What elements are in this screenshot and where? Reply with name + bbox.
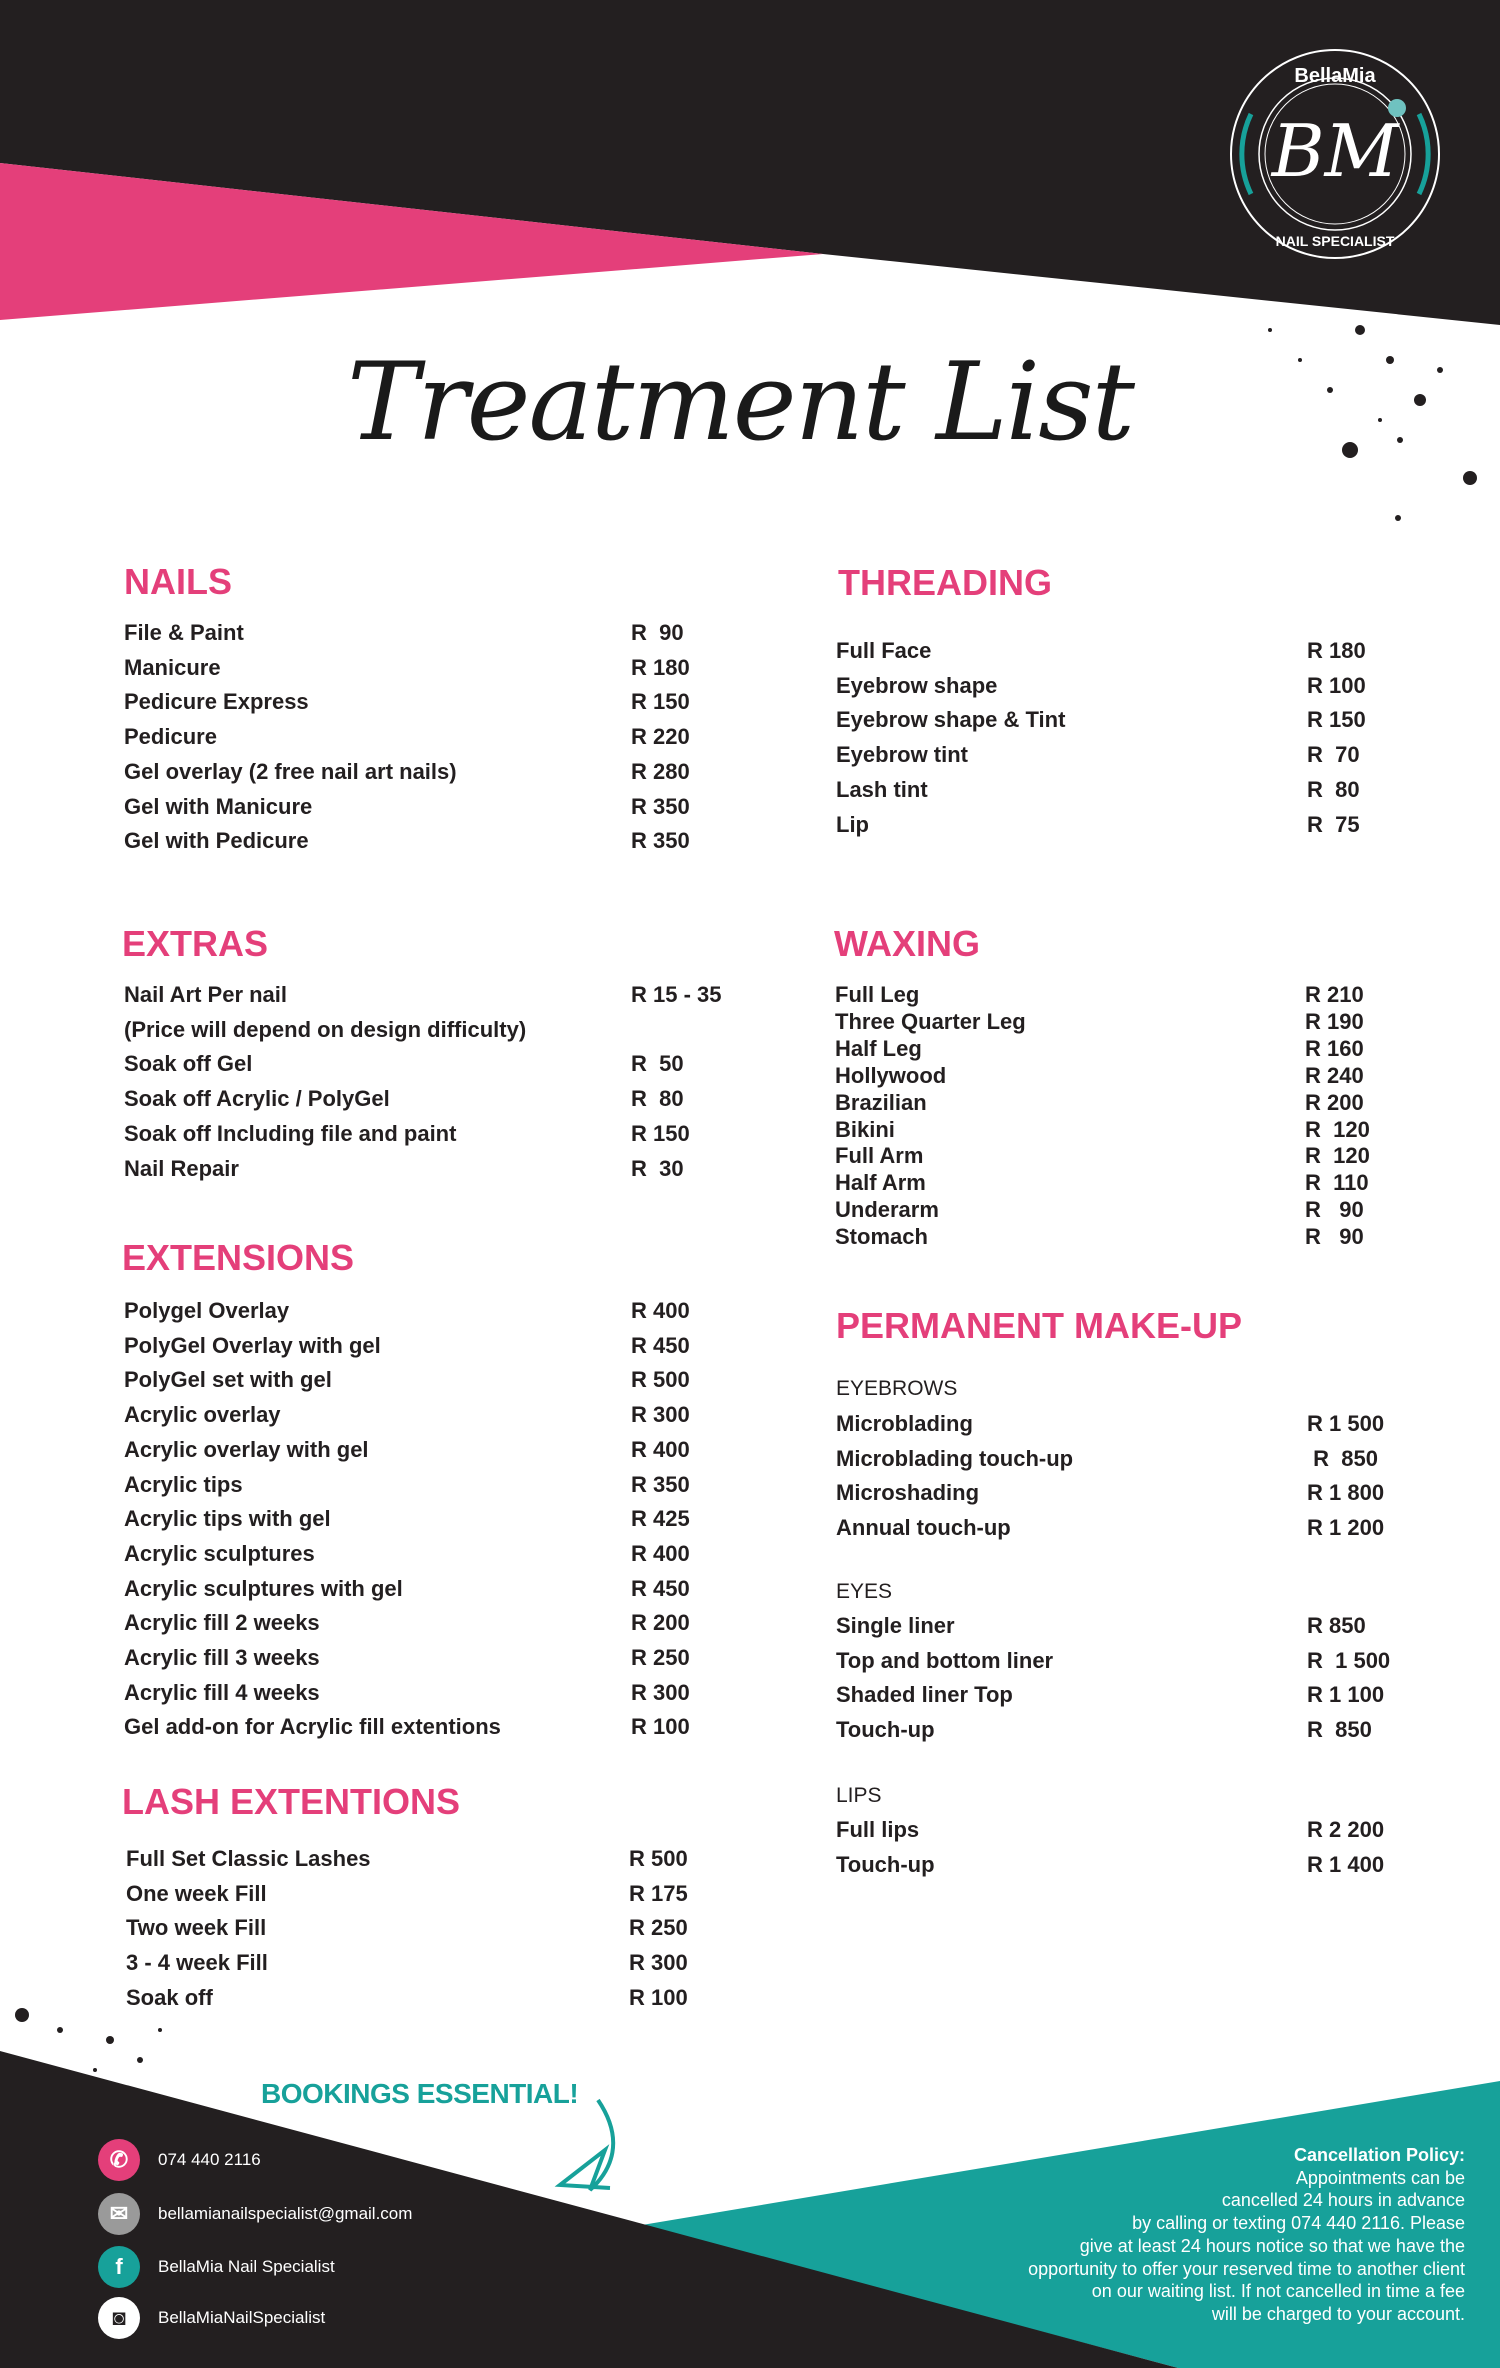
menu-item-name: Brazilian (835, 1089, 927, 1115)
menu-item-name: PolyGel set with gel (124, 1367, 332, 1393)
menu-item-price: R 280 (631, 758, 690, 784)
menu-item-price: R 400 (631, 1436, 690, 1462)
menu-item-price: R 90 (1305, 1224, 1364, 1250)
menu-item-price: R 850 (1307, 1717, 1372, 1743)
menu-item-price: R 150 (631, 689, 690, 715)
menu-item-price: R 1 100 (1307, 1682, 1385, 1708)
menu-item-name: Top and bottom liner (836, 1647, 1054, 1673)
menu-item-price: R 210 (1305, 982, 1364, 1007)
menu-item-price: R 240 (1305, 1062, 1364, 1088)
menu-item-name: Microblading (836, 1411, 973, 1436)
menu-item-price: R 75 (1307, 811, 1360, 837)
policy-line: give at least 24 hours notice so that we have the (1079, 2235, 1465, 2256)
section-heading-lash: LASH EXTENTIONS (122, 1781, 461, 1822)
menu-item-price: R 30 (631, 1155, 684, 1181)
menu-item-price: R 250 (631, 1645, 690, 1670)
menu-item-name: Acrylic overlay (124, 1402, 281, 1428)
contact-phone[interactable] (98, 2139, 261, 2181)
menu-item-name: Acrylic overlay with gel (124, 1436, 369, 1462)
menu-item-name: Nail Art Per nail (124, 982, 288, 1007)
menu-item-price: R 350 (631, 793, 690, 819)
logo-monogram: BM (1271, 109, 1399, 193)
menu-item-name: Gel add-on for Acrylic fill extentions (124, 1714, 501, 1740)
logo-tagline: NAIL SPECIALIST (1275, 233, 1395, 249)
menu-item-price: R 220 (631, 724, 690, 750)
menu-item-price: R 200 (631, 1610, 690, 1636)
menu-item-name: Acrylic sculptures with gel (124, 1575, 403, 1601)
menu-item-price: R 175 (629, 1880, 688, 1906)
menu-item-price: R 190 (1305, 1008, 1364, 1034)
logo-brand-name: BellaMia (1294, 65, 1376, 87)
menu-item-name: Single liner (836, 1613, 955, 1638)
menu-item-name: Full Face (836, 638, 932, 663)
menu-item-name: Stomach (835, 1224, 928, 1250)
menu-item-price: R 110 (1305, 1170, 1369, 1196)
menu-item-name: Full Set Classic Lashes (126, 1846, 371, 1871)
menu-item-price: R 1 200 (1307, 1515, 1385, 1541)
menu-item-price: R 350 (631, 1471, 690, 1497)
menu-item-name: Polygel Overlay (124, 1298, 290, 1323)
menu-item-price: R 300 (631, 1402, 690, 1428)
menu-item-price: R 1 500 (1307, 1647, 1391, 1673)
menu-item-price: R 90 (631, 620, 684, 645)
menu-item-name: Eyebrow shape (836, 672, 998, 698)
menu-item-name: Lash tint (836, 776, 928, 802)
menu-item-name: Pedicure Express (124, 689, 309, 715)
menu-item-price: R 90 (1305, 1197, 1364, 1223)
instagram-icon: ◙ (98, 2297, 140, 2339)
menu-item-name: Acrylic fill 4 weeks (124, 1679, 320, 1705)
contact-facebook[interactable] (98, 2246, 335, 2288)
policy-heading: Cancellation Policy: (1293, 2145, 1465, 2165)
menu-item-price: R 120 (1305, 1143, 1370, 1169)
menu-item-price: R 100 (631, 1714, 690, 1740)
menu-item-name: Annual touch-up (836, 1515, 1011, 1541)
menu-item-price: R 350 (631, 828, 690, 854)
page-title: Treatment List (346, 340, 1134, 465)
menu-item-price: R 2 200 (1307, 1817, 1385, 1842)
menu-item-price: R 300 (629, 1950, 688, 1976)
menu-item-name: Acrylic sculptures (124, 1540, 315, 1566)
menu-item-name: Eyebrow shape & Tint (836, 707, 1066, 733)
contact-text: BellaMia Nail Specialist (158, 2257, 335, 2276)
menu-item-price: R 1 500 (1307, 1411, 1385, 1436)
menu-item-price: R 400 (631, 1298, 690, 1323)
menu-item-price: R 100 (1307, 672, 1366, 698)
section-heading-threading: THREADING (838, 562, 1052, 603)
section-heading-nails: NAILS (124, 561, 232, 602)
subheading-eyebrows: EYEBROWS (836, 1377, 958, 1400)
section-heading-waxing: WAXING (834, 923, 981, 964)
menu-item-name: 3 - 4 week Fill (126, 1950, 268, 1976)
menu-item-name: Acrylic fill 3 weeks (124, 1645, 320, 1670)
menu-item-name: Bikini (835, 1116, 895, 1142)
menu-item-name: Soak off Including file and paint (124, 1120, 457, 1146)
menu-item-name: Gel with Pedicure (124, 828, 309, 854)
contact-text: BellaMiaNailSpecialist (158, 2308, 326, 2327)
section-heading-extensions: EXTENSIONS (122, 1237, 355, 1278)
phone-icon: ✆ (98, 2139, 140, 2181)
menu-item-price: R 180 (631, 654, 690, 680)
contact-text: 074 440 2116 (158, 2150, 261, 2169)
policy-line: cancelled 24 hours in advance (1221, 2190, 1465, 2211)
menu-item-price: R 850 (1307, 1613, 1366, 1638)
menu-item-name: File & Paint (124, 620, 244, 645)
menu-item-price: R 120 (1305, 1116, 1370, 1142)
menu-item-name: Half Leg (835, 1035, 922, 1061)
menu-item-price: R 500 (631, 1367, 690, 1393)
menu-item-price: R 450 (631, 1575, 690, 1601)
menu-item-name: Soak off Acrylic / PolyGel (124, 1086, 390, 1112)
menu-item-name: Eyebrow tint (836, 742, 969, 768)
menu-item-name: Microshading (836, 1480, 980, 1506)
bookings-arrow-icon (560, 2100, 613, 2190)
menu-item-name: Soak off Gel (124, 1051, 253, 1077)
menu-item-name: Manicure (124, 654, 221, 680)
menu-item-name: (Price will depend on design difficulty) (124, 1016, 527, 1042)
menu-item-name: One week Fill (126, 1880, 267, 1906)
subheading-lips: LIPS (836, 1784, 882, 1807)
menu-item-name: Three Quarter Leg (835, 1008, 1026, 1034)
menu-item-name: Nail Repair (124, 1155, 239, 1181)
menu-item-name: PolyGel Overlay with gel (124, 1332, 381, 1358)
menu-item-name: Gel overlay (2 free nail art nails) (124, 758, 457, 784)
menu-item-price: R 50 (631, 1051, 684, 1077)
menu-item-price: R 400 (631, 1540, 690, 1566)
menu-item-name: Underarm (835, 1197, 939, 1223)
policy-line: Appointments can be (1295, 2167, 1465, 2188)
menu-item-price: R 850 (1307, 1445, 1378, 1471)
facebook-icon: f (98, 2246, 140, 2288)
menu-item-price: R 150 (631, 1120, 690, 1146)
menu-item-price: R 1 400 (1307, 1851, 1385, 1877)
contact-instagram[interactable] (98, 2297, 325, 2339)
menu-item-price: R 70 (1307, 742, 1360, 768)
menu-item-name: Two week Fill (126, 1915, 267, 1941)
subheading-eyes: EYES (836, 1580, 893, 1603)
menu-item-price: R 200 (1305, 1089, 1364, 1115)
menu-item-name: Acrylic fill 2 weeks (124, 1610, 320, 1636)
menu-item-price: R 425 (631, 1506, 690, 1532)
email-icon: ✉ (98, 2193, 140, 2235)
menu-item-name: Touch-up (836, 1717, 935, 1743)
menu-item-price: R 500 (629, 1846, 688, 1871)
bookings-essential: BOOKINGS ESSENTIAL! (261, 2078, 579, 2109)
menu-item-price: R 80 (631, 1086, 684, 1112)
menu-item-name: Acrylic tips (124, 1471, 243, 1497)
menu-item-price: R 80 (1307, 776, 1360, 802)
contact-text: bellamianailspecialist@gmail.com (158, 2204, 413, 2223)
cancellation-policy (1028, 2144, 1465, 2326)
menu-item-price: R 150 (1307, 707, 1366, 733)
policy-line: opportunity to offer your reserved time to another client (1028, 2258, 1465, 2279)
menu-item-price: R 450 (631, 1332, 690, 1358)
menu-item-name: Gel with Manicure (124, 793, 313, 819)
policy-line: by calling or texting 074 440 2116. Please (1132, 2213, 1465, 2234)
menu-item-price: R 1 800 (1307, 1480, 1385, 1506)
section-heading-extras: EXTRAS (122, 923, 269, 964)
menu-item-name: Half Arm (835, 1170, 926, 1196)
menu-item-price: R 250 (629, 1915, 688, 1941)
menu-item-name: Hollywood (835, 1062, 947, 1088)
menu-item-price: R 300 (631, 1679, 690, 1705)
menu-item-name: Soak off (126, 1984, 213, 2010)
menu-item-name: Shaded liner Top (836, 1682, 1013, 1708)
menu-item-price: R 100 (629, 1984, 688, 2010)
menu-item-name: Full lips (836, 1817, 920, 1842)
menu-item-name: Pedicure (124, 724, 217, 750)
menu-item-name: Touch-up (836, 1851, 935, 1877)
menu-item-name: Acrylic tips with gel (124, 1506, 331, 1532)
menu-item-name: Full Leg (835, 982, 920, 1007)
contact-email[interactable] (98, 2193, 412, 2235)
section-heading-pmu: PERMANENT MAKE-UP (836, 1305, 1243, 1346)
menu-item-name: Microblading touch-up (836, 1445, 1074, 1471)
policy-line: on our waiting list. If not cancelled in time a fee (1091, 2281, 1465, 2302)
menu-item-price: R 15 - 35 (631, 982, 722, 1007)
menu-item-name: Full Arm (835, 1143, 924, 1169)
policy-line: will be charged to your account. (1211, 2303, 1465, 2324)
menu-item-name: Lip (836, 811, 869, 837)
menu-item-price: R 180 (1307, 638, 1366, 663)
menu-item-price: R 160 (1305, 1035, 1364, 1061)
